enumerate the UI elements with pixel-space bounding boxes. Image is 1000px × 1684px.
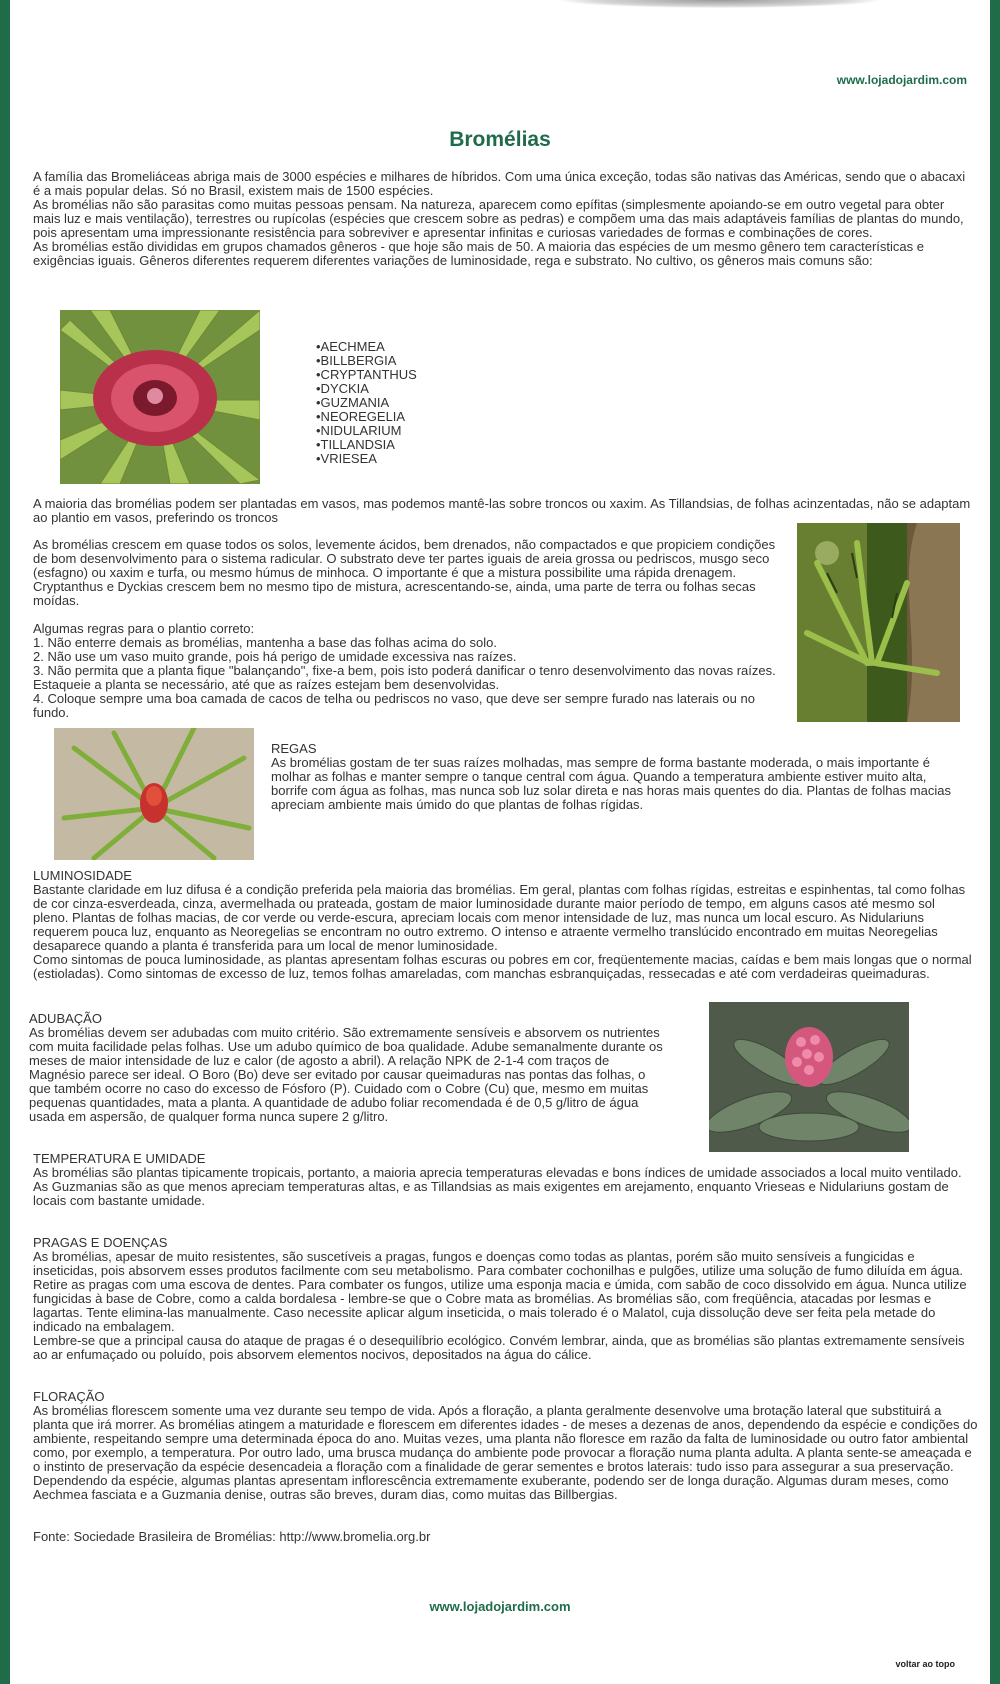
section-heading: ADUBAÇÃO (29, 1011, 102, 1026)
site-link-bottom[interactable]: www.lojadojardim.com (429, 1599, 571, 1614)
bromeliad-red-center-photo (60, 310, 260, 484)
bromeliad-pink-flower-photo (709, 1002, 909, 1152)
section-heading: PRAGAS E DOENÇAS (33, 1235, 168, 1250)
intro-paragraph: A família das Bromeliáceas abriga mais de 3000 espécies e milhares de híbridos. Com uma única exceção, todas são nativas das Américas, sendo que o abacaxi é a mais popular delas. Só no Brasil, existem mais de 1500 espécies. (33, 169, 966, 198)
section-heading: REGAS (271, 741, 317, 756)
intro-section (33, 170, 973, 268)
section-text: Dependendo da espécie, algumas plantas apresentam inflorescência extremamente exuberante, podendo ser de longa duração. Algumas duram meses, como Aechmea fasciata e a Guzmania denise, outras são breves, duram dias, como muitas das Billbergias. (33, 1473, 949, 1502)
site-link-top[interactable]: www.lojadojardim.com (836, 73, 967, 87)
rules-intro: Algumas regras para o plantio correto: (33, 621, 255, 636)
section-heading: TEMPERATURA E UMIDADE (33, 1151, 206, 1166)
page-frame-left (0, 0, 10, 1684)
luminosidade-section (33, 869, 973, 981)
section-text: As bromélias florescem somente uma vez durante seu tempo de vida. Após a floração, a planta geralmente desenvolve uma brotação lateral que substituirá a planta que irá morrer. As bromélias atingem a maturidade e florescem em diferentes idades - de meses a dezenas de anos, dependendo da espécie e condições do ambiente, respeitando sempre uma determinada época do ano. Muitas vezes, uma planta não floresce em razão da falta de luminosidade ou outro fator ambiental como, por exemplo, a temperatura. Por outro lado, uma brusca mudança do ambiente pode provocar a floração numa planta adulta. A planta sente-se ameaçada e o instinto de preservação da espécie desencadeia a floração com a finalidade de gerar sementes e brotos laterais: tudo isso para assegurar a sua preservação. (33, 1403, 978, 1474)
adubacao-section (29, 1012, 669, 1124)
list-item: •VRIESEA (316, 451, 377, 466)
section-text: Bastante claridade em luz difusa é a condição preferida pela maioria das bromélias. Em geral, plantas com folhas rígidas, estreitas e espinhentas, tal como folhas de cor cinza-esverdeada, cinza, avermelhada ou prateada, gostam de maior luminosidade durante maior período de tempo, em alguns casos até mesmo sol pleno. Plantas de folhas macias, de cor verde ou verde-escura, apreciam locais com menor intensidade de luz, mas nunca um local escuro. As Nidulariuns requerem pouca luz, enquanto as Neoregelias se encontram no outro extremo. O intenso e atraente vermelho translúcido encontrado em muitas Neoregelias desaparece quando a planta é transferida para um local de menor luminosidade. (33, 882, 966, 953)
rule-item: 4. Coloque sempre uma boa camada de cacos de telha ou pedriscos no vaso, que deve ser sempre furado nas laterais ou no fundo. (33, 691, 755, 720)
temperatura-section (33, 1152, 973, 1208)
solos-paragraph: As bromélias crescem em quase todos os solos, levemente ácidos, bem drenados, não compactados e que propiciem condições de bom desenvolvimento para o sistema radicular. O substrato deve ter partes iguais de areia grossa ou pedriscos, musgo seco (esfagno) ou xaxim e turfa, ou mesmo húmus de minhoca. O importante é que a mistura possibilite uma rápida drenagem. Cryptanthus e Dyckias crescem bem no mesmo tipo de mistura, acrescentando-se, ainda, uma parte de terra ou folhas secas moídas. (33, 537, 776, 608)
list-item: •BILLBERGIA (316, 353, 397, 368)
list-item: •TILLANDSIA (316, 437, 395, 452)
list-item: •DYCKIA (316, 381, 369, 396)
page-title: Bromélias (449, 128, 551, 151)
section-text: As bromélias são plantas tipicamente tropicais, portanto, a maioria aprecia temperaturas elevadas e bons índices de umidade associados a local muito ventilado. As Guzmanias são as que menos apreciam temperaturas altas, e as Tillandsias as mais exigentes em arejamento, enquanto Vrieseas e Nidulariuns gostam de locais com bastante umidade. (33, 1165, 962, 1208)
intro-paragraph: As bromélias não são parasitas como muitas pessoas pensam. Na natureza, aparecem como epífitas (simplesmente apoiando-se em outro vegetal para obter mais luz e mais ventilação), terrestres ou rupícolas (espécies que crescem sobre as pedras) e compõem uma das mais adaptáveis famílias de plantas do mundo, pois apresentam uma impressionante resistência para sobreviver e apresentar infinitas e curiosas variedades de formas e combinações de cores. (33, 197, 964, 240)
list-item: •NEOREGELIA (316, 409, 406, 424)
genera-list (316, 340, 417, 466)
bromeliad-in-pot-photo (54, 728, 254, 860)
pragas-section (33, 1236, 978, 1362)
intro-paragraph: As bromélias estão divididas em grupos chamados gêneros - que hoje são mais de 50. A maioria das espécies de um mesmo gênero tem características e exigências iguais. Gêneros diferentes requerem diferentes variações de luminosidade, rega e substrato. No cultivo, os gêneros mais comuns são: (33, 239, 924, 268)
section-heading: LUMINOSIDADE (33, 868, 132, 883)
back-to-top-link[interactable]: voltar ao topo (895, 1659, 955, 1669)
regas-section (271, 742, 951, 812)
source-credit: Fonte: Sociedade Brasileira de Bromélias: http://www.bromelia.org.br (33, 1529, 431, 1544)
section-text: As bromélias devem ser adubadas com muito critério. São extremamente sensíveis e absorvem os nutrientes com muita facilidade pelas folhas. Use um adubo químico de boa qualidade. Adube semanalmente durante os meses de maior intensidade de luz e calor (de agosto a abril). A relação NPK de 2-1-4 com traços de Magnésio parece ser ideal. O Boro (Bo) deve ser evitado por causar queimaduras nas pontas das folhas, o que também ocorre no caso do excesso de Fósforo (P). Cuidado com o Cobre (Cu) que, mesmo em muitas pequenas quantidades, mata a planta. A quantidade de adubo foliar recomendada é de 0,5 g/litro de água usada em aspersão, de qualquer forma nunca supere 2 g/litro. (29, 1025, 663, 1124)
section-text: As bromélias gostam de ter suas raízes molhadas, mas sempre de forma bastante moderada, o mais importante é molhar as folhas e manter sempre o tanque central com água. Quando a temperatura ambiente estiver muito alta, borrife com água as folhas, mas nunca sob luz solar direta e nas horas mais quentes do dia. Plantas de folhas macias apreciam ambiente mais úmido do que plantas de folhas rígidas. (271, 755, 951, 812)
section-text: As bromélias, apesar de muito resistentes, são suscetíveis a pragas, fungos e doenças como todas as plantas, porém são muito sensíveis a fungicidas e inseticidas, pois absorvem esses produtos facilmente com seu metabolismo. Para combater cochonilhas e pulgões, utilize uma solução de fumo diluída em água. Retire as pragas com uma escova de dentes. Para combater os fungos, utilize uma esponja macia e úmida, com sabão de coco dissolvido em água. Nunca utilize fungicidas à base de Cobre, como a calda bordalesa - lembre-se que o Cobre mata as bromélias. As bromélias são, com freqüência, atacadas por lesmas e lagartas. Tente elimina-las manualmente. Caso necessite aplicar algum inseticida, o mais tolerado é o Malatol, cuja dissolução deve ser feita pela metade do indicado na embalagem. (33, 1249, 967, 1334)
section-text: Lembre-se que a principal causa do ataque de pragas é o desequilíbrio ecológico. Convém lembrar, ainda, que as bromélias são plantas extremamente sensíveis ao ar enfumaçado ou poluído, pois absorvem elementos nocivos, depositados na água do cálice. (33, 1333, 965, 1362)
rule-item: 2. Não use um vaso muito grande, pois há perigo de umidade excessiva nas raízes. (33, 649, 517, 664)
floracao-section (33, 1390, 978, 1502)
list-item: •GUZMANIA (316, 395, 390, 410)
vasos-paragraph: A maioria das bromélias podem ser plantadas em vasos, mas podemos mantê-las sobre troncos ou xaxim. As Tillandsias, de folhas acinzentadas, não se adaptam ao plantio em vasos, preferindo os troncos (33, 496, 971, 525)
rule-item: 1. Não enterre demais as bromélias, mantenha a base das folhas acima do solo. (33, 635, 497, 650)
page-frame-right (990, 0, 1000, 1684)
planting-rules (33, 622, 791, 720)
bromeliad-on-trunk-photo (797, 523, 960, 722)
top-decoration (560, 0, 880, 8)
list-item: •CRYPTANTHUS (316, 367, 417, 382)
section-text: Como sintomas de pouca luminosidade, as plantas apresentam folhas escuras ou pobres em cor, freqüentemente macias, caídas e bem mais longas que o normal (estioladas). Como sintomas de excesso de luz, temos folhas amareladas, com manchas esbranquiçadas, ressecadas e até com verdadeiras queimaduras. (33, 952, 972, 981)
list-item: •NIDULARIUM (316, 423, 402, 438)
rule-item: 3. Não permita que a planta fique "balançando", fixe-a bem, pois isto poderá danificar o tenro desenvolvimento das novas raízes. Estaqueie a planta se necessário, até que as raízes estejam bem desenvolvidas. (33, 663, 776, 692)
section-heading: FLORAÇÃO (33, 1389, 105, 1404)
list-item: •AECHMEA (316, 339, 385, 354)
